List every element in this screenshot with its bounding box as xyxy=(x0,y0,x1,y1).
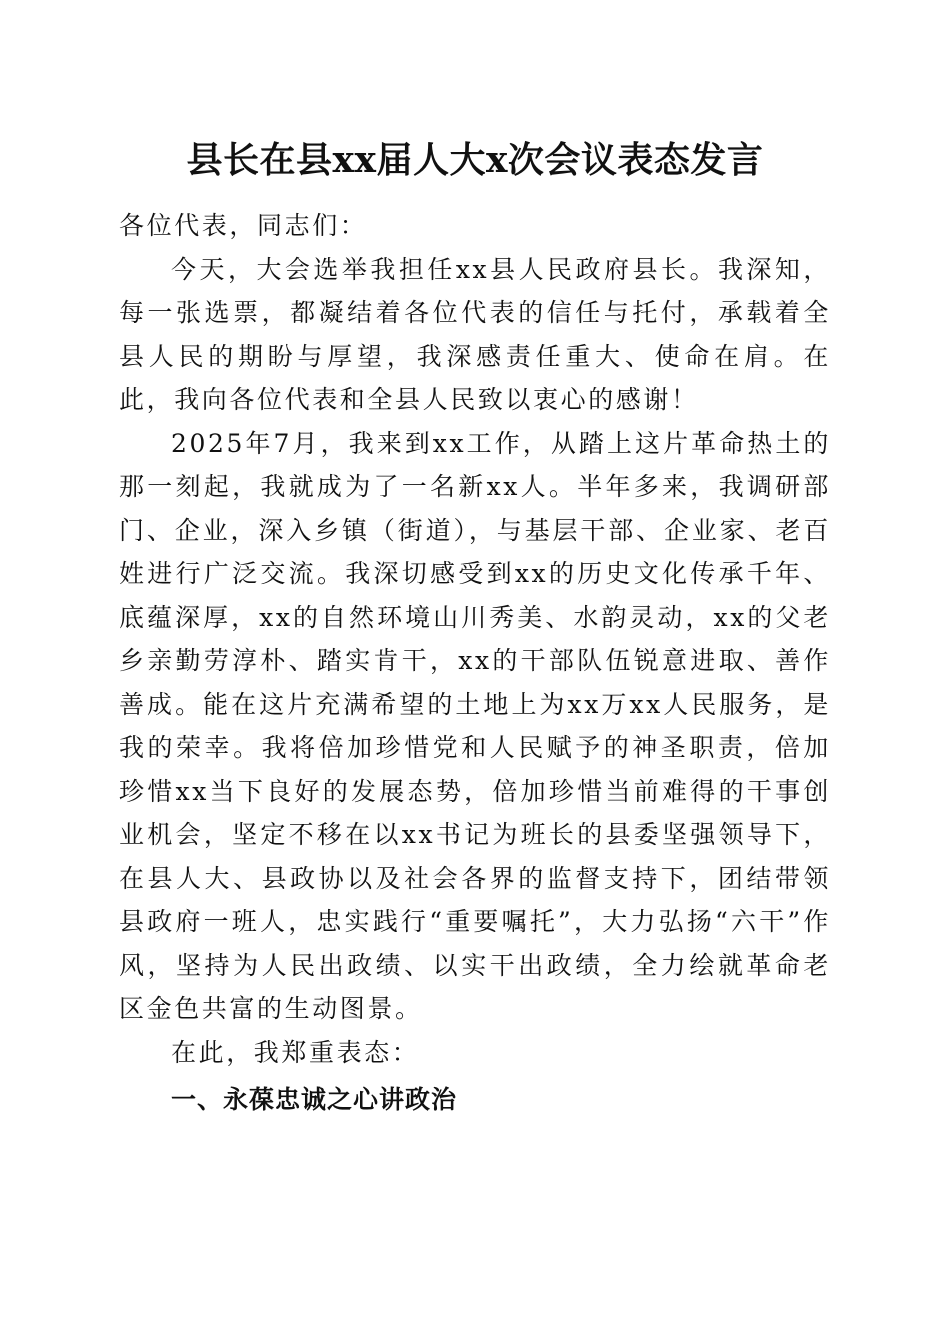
paragraph-thanks: 今天，大会选举我担任xx县人民政府县长。我深知，每一张选票，都凝结着各位代表的信任与托付，承载着全县人民的期盼与厚望，我深感责任重大、使命在肩。在此，我向各位代表和全县人民致以衷心的感谢！ xyxy=(119,254,831,414)
document-title: 县长在县xx届人大x次会议表态发言 xyxy=(186,139,764,181)
document-body xyxy=(119,204,831,1122)
paragraph-work-experience: 2025年7月，我来到xx工作，从踏上这片革命热土的那一刻起，我就成为了一名新xx人。半年多来，我调研部门、企业，深入乡镇（街道），与基层干部、企业家、老百姓进行广泛交流。我深切感受到xx的历史文化传承千年、底蕴深厚，xx的自然环境山川秀美、水韵灵动，xx的父老乡亲勤劳淳朴、踏实肯干，xx的干部队伍锐意进取、善作善成。能在这片充满希望的土地上为xx万xx人民服务，是我的荣幸。我将倍加珍惜党和人民赋予的神圣职责，倍加珍惜xx当下良好的发展态势，倍加珍惜当前难得的干事创业机会，坚定不移在以xx书记为班长的县委坚强领导下，在县人大、县政协以及社会各界的监督支持下，团结带领县政府一班人，忠实践行“重要嘱托”，大力弘扬“六干”作风，坚持为人民出政绩、以实干出政绩，全力绘就革命老区金色共富的生动图景。 xyxy=(119,428,831,1023)
paragraph-pledge-intro: 在此，我郑重表态： xyxy=(171,1037,420,1067)
salutation: 各位代表，同志们： xyxy=(119,211,368,240)
section-heading: 一、永葆忠诚之心讲政治 xyxy=(171,1085,458,1114)
